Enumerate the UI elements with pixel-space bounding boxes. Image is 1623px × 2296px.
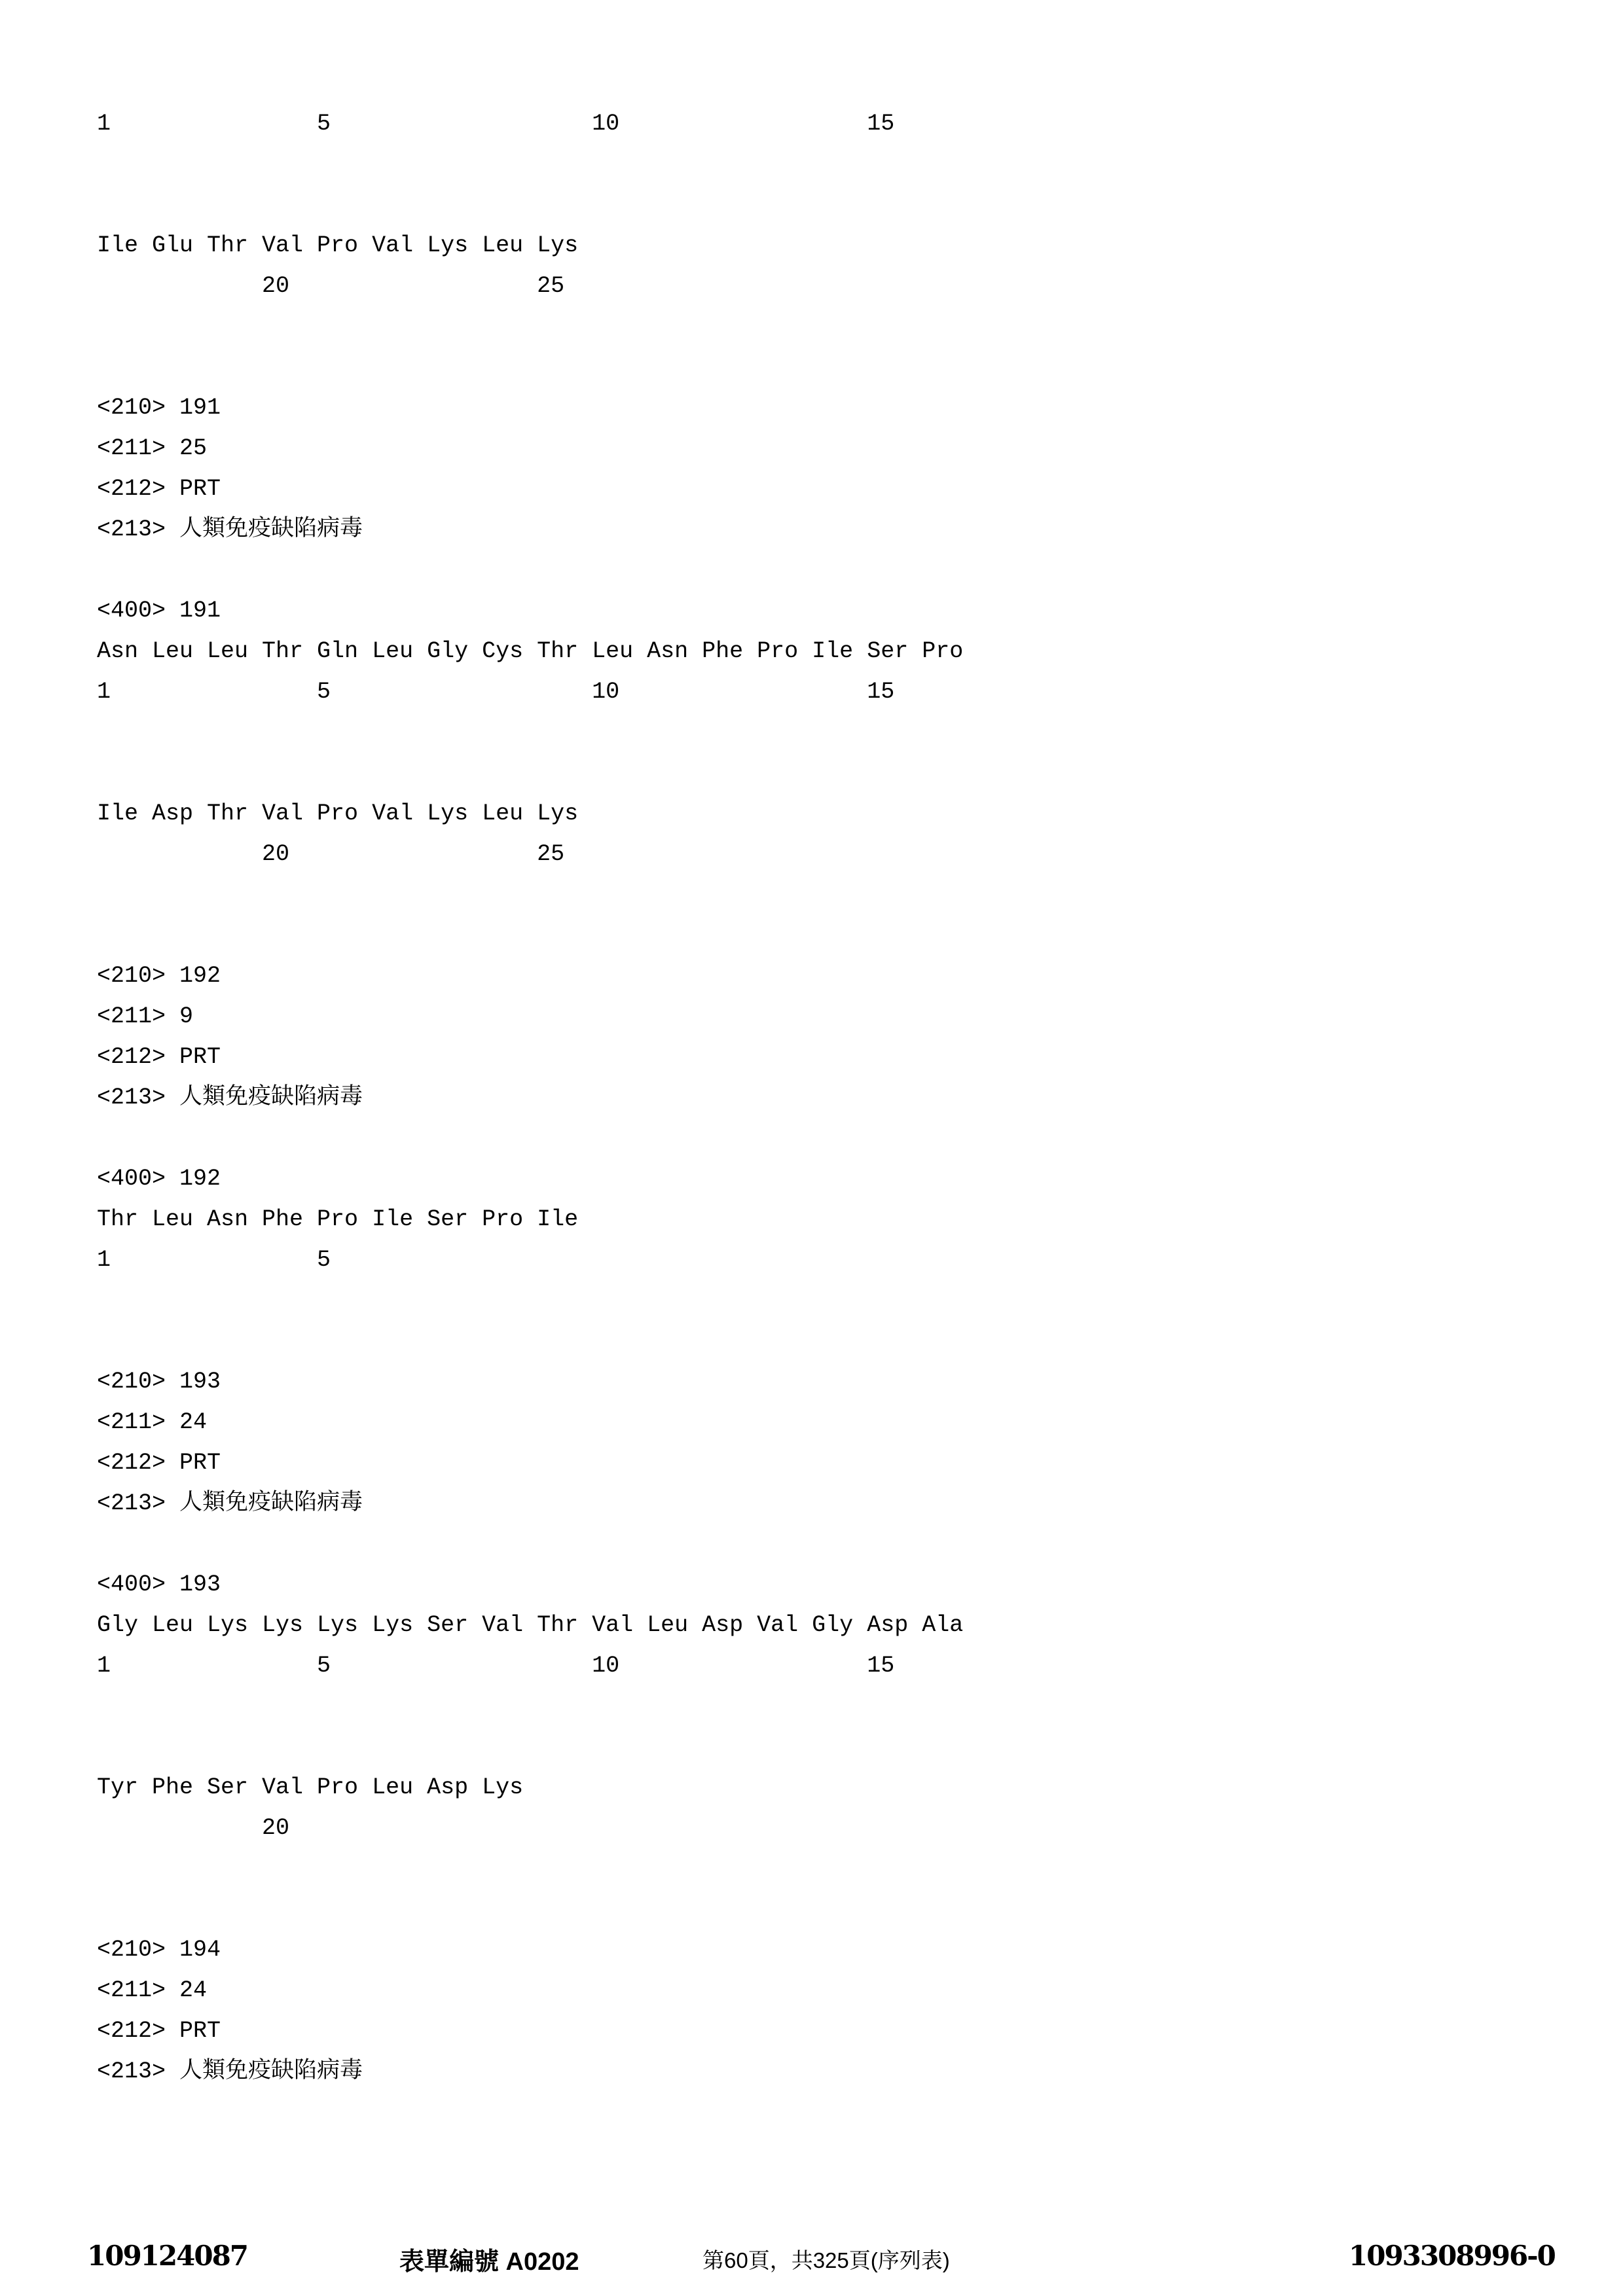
residue-numbers-line: 20 (97, 1815, 290, 1841)
sequence-line: Gly Leu Lys Lys Lys Lys Ser Val Thr Val Leu Asp Val Gly Asp Ala (97, 1612, 964, 1638)
seq-tag-211-line: <211> 25 (97, 435, 208, 461)
seq-tag-211-line: <211> 24 (97, 1409, 208, 1435)
residue-numbers-line: 1 5 10 15 (97, 1653, 895, 1679)
blank-line (97, 1524, 1537, 1564)
residue-numbers-line: 1 5 10 15 (97, 111, 895, 137)
sequence-line: Ile Glu Thr Val Pro Val Lys Leu Lys (97, 232, 579, 259)
blank-line (97, 306, 1537, 347)
residue-numbers-line: 1 5 10 15 (97, 679, 895, 705)
sequence-listing-body (97, 103, 1537, 2092)
blank-line (97, 1727, 1537, 1767)
seq-tag-212-line: <212> PRT (97, 2018, 221, 2044)
page-footer (0, 2231, 1623, 2276)
seq-tag-400-line: <400> 192 (97, 1166, 221, 1192)
blank-line (97, 1848, 1537, 1889)
blank-line (97, 1889, 1537, 1929)
sequence-line: Tyr Phe Ser Val Pro Leu Asp Lys (97, 1774, 524, 1801)
blank-line (97, 1686, 1537, 1727)
seq-tag-212-line: <212> PRT (97, 1044, 221, 1070)
blank-line (97, 1280, 1537, 1321)
sequence-line: Thr Leu Asn Phe Pro Ile Ser Pro Ile (97, 1206, 579, 1232)
residue-numbers-line: 20 25 (97, 273, 565, 299)
blank-line (97, 1118, 1537, 1158)
blank-line (97, 144, 1537, 185)
application-number: 109124087 (87, 2240, 248, 2272)
sequence-line: Ile Asp Thr Val Pro Val Lys Leu Lys (97, 800, 579, 827)
blank-line (97, 753, 1537, 793)
page-number-info: 第60頁，共325頁(序列表) (702, 2248, 950, 2272)
blank-line (97, 874, 1537, 915)
blank-line (97, 185, 1537, 225)
seq-tag-400-line: <400> 193 (97, 1571, 221, 1598)
seq-tag-210-line: <210> 193 (97, 1369, 221, 1395)
seq-tag-210-line: <210> 192 (97, 963, 221, 989)
residue-numbers-line: 20 25 (97, 841, 565, 867)
blank-line (97, 915, 1537, 956)
blank-line (97, 550, 1537, 590)
seq-tag-213-line: <213> 人類免疫缺陷病毒 (97, 1490, 363, 1516)
residue-numbers-line: 1 5 (97, 1247, 331, 1273)
seq-tag-212-line: <212> PRT (97, 1450, 221, 1476)
seq-tag-211-line: <211> 9 (97, 1003, 194, 1030)
seq-tag-211-line: <211> 24 (97, 1977, 208, 2003)
seq-tag-213-line: <213> 人類免疫缺陷病毒 (97, 2058, 363, 2085)
blank-line (97, 1321, 1537, 1361)
sequence-line: Asn Leu Leu Thr Gln Leu Gly Cys Thr Leu Asn Phe Pro Ile Ser Pro (97, 638, 964, 664)
seq-tag-210-line: <210> 194 (97, 1937, 221, 1963)
seq-tag-213-line: <213> 人類免疫缺陷病毒 (97, 516, 363, 543)
seq-tag-210-line: <210> 191 (97, 395, 221, 421)
seq-tag-213-line: <213> 人類免疫缺陷病毒 (97, 1085, 363, 1111)
seq-tag-212-line: <212> PRT (97, 476, 221, 502)
document-code: 1093308996-0 (1349, 2240, 1555, 2272)
blank-line (97, 347, 1537, 387)
blank-line (97, 712, 1537, 753)
form-number-label: 表單編號 A0202 (399, 2248, 579, 2276)
seq-tag-400-line: <400> 191 (97, 598, 221, 624)
